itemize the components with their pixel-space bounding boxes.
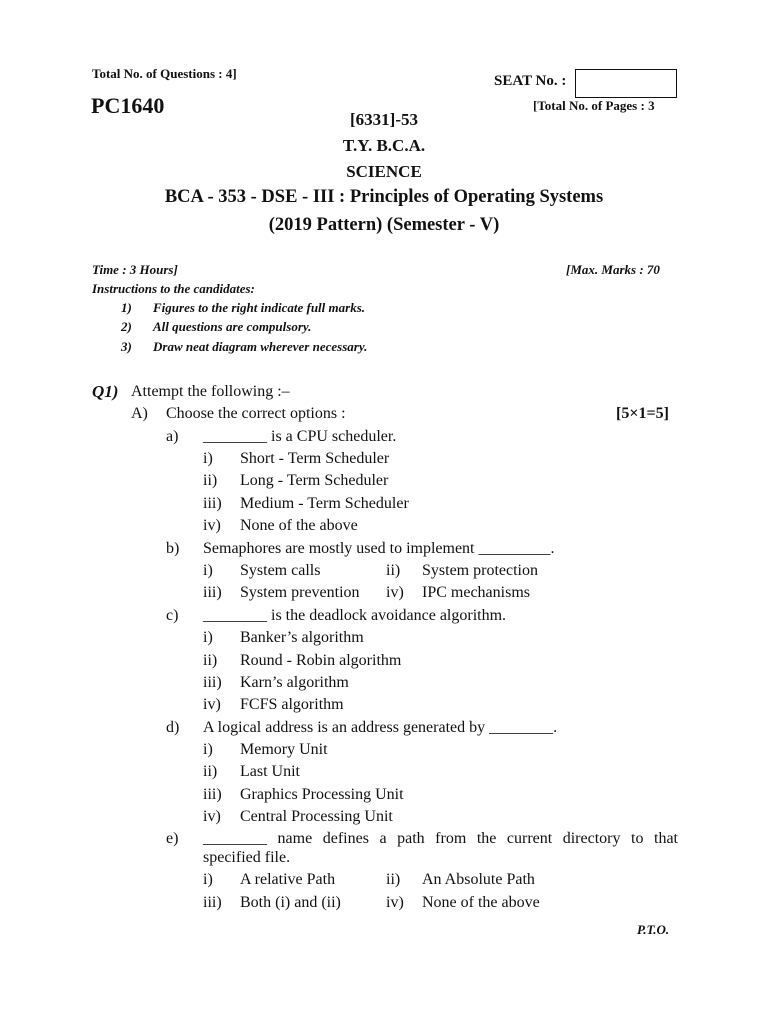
option-text: An Absolute Path	[422, 871, 535, 888]
option-text: Graphics Processing Unit	[240, 786, 404, 803]
question-title: Attempt the following :–	[131, 383, 290, 400]
instruction-text: Figures to the right indicate full marks.	[153, 300, 366, 315]
option-text: Both (i) and (ii)	[240, 894, 341, 911]
option-number: iii)	[203, 894, 222, 911]
instruction-num: 3)	[121, 339, 132, 354]
part-marks: [5×1=5]	[616, 405, 669, 422]
option-text: System protection	[422, 562, 538, 579]
question-label: Q1)	[92, 382, 119, 401]
sub-question-text: ________ is the deadlock avoidance algorithm.	[203, 607, 507, 624]
part-label: A)	[131, 405, 148, 422]
instruction-text: All questions are compulsory.	[153, 319, 312, 334]
instruction-num: 1)	[121, 300, 132, 315]
option-number: iv)	[203, 808, 221, 825]
paper-code: PC1640	[91, 93, 165, 118]
please-turn-over: P.T.O.	[637, 922, 670, 937]
pattern-title: (2019 Pattern) (Semester - V)	[268, 215, 500, 235]
option-text: FCFS algorithm	[240, 696, 344, 713]
option-text: Round - Robin algorithm	[240, 652, 402, 669]
option-text: None of the above	[240, 517, 358, 534]
sub-question-text: A logical address is an address generated by ________.	[203, 719, 558, 736]
sub-question-text-continued: specified file.	[203, 849, 291, 866]
option-text: A relative Path	[240, 871, 336, 888]
option-text: Banker’s algorithm	[240, 629, 364, 646]
instructions-title: Instructions to the candidates:	[92, 281, 255, 296]
option-number: i)	[203, 450, 213, 467]
sub-question-label: a)	[166, 428, 179, 445]
sub-question-label: c)	[166, 607, 179, 624]
sub-question-label: d)	[166, 719, 180, 736]
option-number: iii)	[203, 786, 222, 803]
option-text: Central Processing Unit	[240, 808, 393, 825]
option-number: iii)	[203, 674, 222, 691]
faculty-name: SCIENCE	[346, 162, 422, 181]
course-name: T.Y. B.C.A.	[342, 136, 426, 155]
sub-question-text: ________ name defines a path from the current directory to that	[203, 830, 678, 847]
option-number: iii)	[203, 495, 222, 512]
seat-number-box	[575, 69, 677, 98]
instruction-num: 2)	[121, 319, 132, 334]
option-number: i)	[203, 741, 213, 758]
option-number: iv)	[386, 584, 404, 601]
option-number: iii)	[203, 584, 222, 601]
option-number: iv)	[386, 894, 404, 911]
exam-code: [6331]-53	[350, 110, 418, 129]
option-text: Last Unit	[240, 763, 300, 780]
option-number: i)	[203, 871, 213, 888]
total-questions: Total No. of Questions : 4]	[92, 66, 237, 81]
instruction-text: Draw neat diagram wherever necessary.	[153, 339, 368, 354]
sub-question-label: b)	[166, 540, 180, 557]
option-number: ii)	[386, 562, 401, 579]
option-text: Karn’s algorithm	[240, 674, 349, 691]
option-text: IPC mechanisms	[422, 584, 530, 601]
total-pages: [Total No. of Pages : 3	[533, 98, 655, 113]
option-number: i)	[203, 629, 213, 646]
time-limit: Time : 3 Hours]	[92, 262, 178, 277]
option-text: Medium - Term Scheduler	[240, 495, 409, 512]
option-number: ii)	[386, 871, 401, 888]
option-number: ii)	[203, 763, 218, 780]
option-text: Short - Term Scheduler	[240, 450, 390, 467]
seat-label: SEAT No. :	[494, 73, 567, 89]
option-number: iv)	[203, 517, 221, 534]
option-text: Memory Unit	[240, 741, 328, 758]
subject-title: BCA - 353 - DSE - III : Principles of Operating Systems	[164, 187, 604, 207]
option-number: i)	[203, 562, 213, 579]
sub-question-label: e)	[166, 830, 179, 847]
max-marks: [Max. Marks : 70	[566, 262, 660, 277]
option-number: ii)	[203, 652, 218, 669]
option-text: None of the above	[422, 894, 540, 911]
option-text: System calls	[240, 562, 321, 579]
option-text: Long - Term Scheduler	[240, 472, 389, 489]
option-number: iv)	[203, 696, 221, 713]
sub-question-text: Semaphores are mostly used to implement _________.	[203, 540, 555, 557]
option-text: System prevention	[240, 584, 360, 601]
sub-question-text: ________ is a CPU scheduler.	[203, 428, 397, 445]
option-number: ii)	[203, 472, 218, 489]
part-text: Choose the correct options :	[166, 405, 346, 422]
